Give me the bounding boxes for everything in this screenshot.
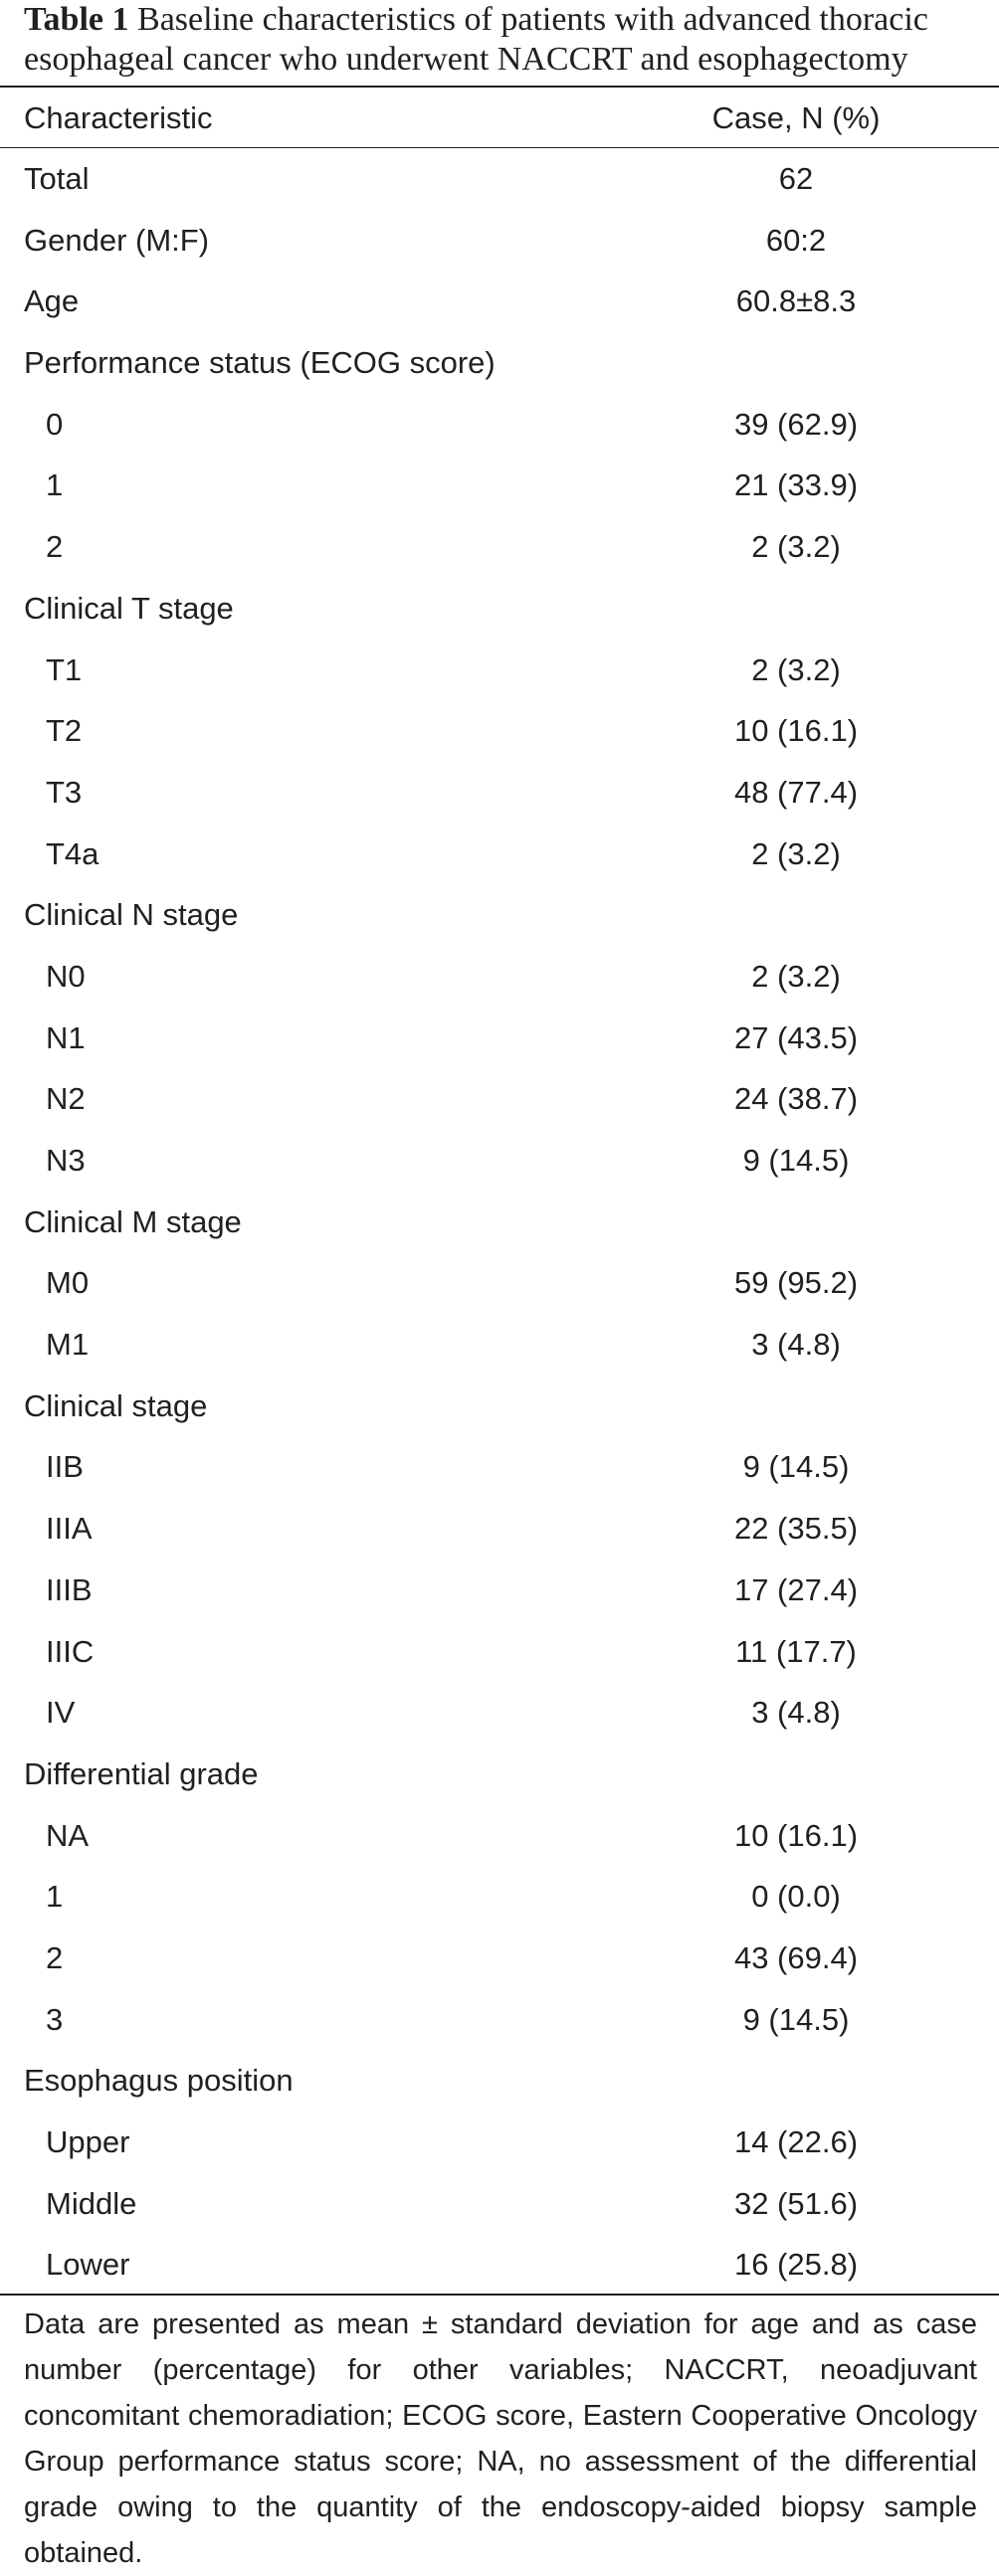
table-row	[0, 640, 999, 701]
table-row	[0, 1928, 999, 1989]
table-row	[0, 946, 999, 1008]
row-value: 3 (4.8)	[751, 1695, 841, 1731]
table-section-row	[0, 332, 999, 394]
row-value: 9 (14.5)	[742, 1143, 850, 1178]
row-value: 11 (17.7)	[735, 1633, 857, 1669]
row-value: 39 (62.9)	[733, 406, 859, 442]
table-row	[0, 1560, 999, 1621]
table-row	[0, 1314, 999, 1376]
header-case-count: Case, N (%)	[711, 100, 881, 135]
table-row	[0, 1866, 999, 1928]
row-value: 43 (69.4)	[733, 1939, 859, 1975]
table-row	[0, 2173, 999, 2235]
row-value: 48 (77.4)	[733, 774, 859, 810]
table-footnote: Data are presented as mean ± standard deviation for age and as case number (percentage) for other variables; NACCRT, neoadjuvant concomitant chemoradiation; ECOG score, Eastern Cooperative Oncology Group performance status score; NA, no assessment of the differential grade owing to the quantity of the endoscopy-aided biopsy sample obtained.	[24, 2308, 977, 2569]
row-label: Clinical T stage	[24, 590, 234, 626]
row-label: N2	[46, 1081, 86, 1117]
row-label: 2	[46, 529, 64, 565]
row-label: IIB	[46, 1449, 84, 1485]
table-row	[0, 516, 999, 578]
row-label: 1	[46, 1879, 64, 1915]
row-label: T2	[46, 713, 83, 749]
table-section-row	[0, 1376, 999, 1437]
row-label: Differential grade	[24, 1755, 259, 1791]
row-value: 59 (95.2)	[733, 1265, 859, 1301]
row-value: 9 (14.5)	[742, 1449, 850, 1485]
row-label: N3	[46, 1143, 86, 1178]
table-body	[0, 148, 999, 2296]
table-row	[0, 1498, 999, 1560]
row-label: Clinical N stage	[24, 897, 239, 933]
row-value: 10 (16.1)	[733, 1817, 859, 1853]
table-section-row	[0, 884, 999, 946]
table-section-row	[0, 1192, 999, 1253]
row-value: 2 (3.2)	[751, 835, 841, 871]
table-row	[0, 1436, 999, 1498]
table-row	[0, 394, 999, 456]
row-label: 2	[46, 1939, 64, 1975]
table-row	[0, 1008, 999, 1069]
row-value: 60:2	[765, 222, 827, 258]
table-bottom-rule	[0, 2294, 999, 2296]
table-row	[0, 455, 999, 516]
row-value: 22 (35.5)	[733, 1511, 859, 1547]
row-label: T1	[46, 651, 83, 687]
table-header	[0, 88, 999, 147]
row-value: 32 (51.6)	[733, 2185, 859, 2221]
table-section-row	[0, 2050, 999, 2112]
table-row	[0, 1068, 999, 1130]
table-row	[0, 1621, 999, 1683]
row-label: Gender (M:F)	[24, 222, 210, 258]
table-caption-label: Table 1	[24, 1, 129, 38]
row-label: T3	[46, 774, 83, 810]
row-label: Middle	[46, 2185, 137, 2221]
row-label: Esophagus position	[24, 2063, 294, 2099]
row-label: IIIC	[46, 1633, 95, 1669]
row-value: 10 (16.1)	[733, 713, 859, 749]
table-row	[0, 1805, 999, 1867]
row-value: 17 (27.4)	[733, 1571, 859, 1607]
row-label: Clinical stage	[24, 1387, 208, 1423]
row-label: NA	[46, 1817, 90, 1853]
row-value: 21 (33.9)	[733, 467, 859, 503]
row-value: 2 (3.2)	[751, 958, 841, 994]
row-value: 2 (3.2)	[751, 529, 841, 565]
table-row	[0, 1989, 999, 2051]
table-row	[0, 148, 999, 210]
row-label: Performance status (ECOG score)	[24, 345, 496, 381]
row-label: Lower	[46, 2247, 130, 2283]
row-label: T4a	[46, 835, 100, 871]
table-row	[0, 762, 999, 824]
header-characteristic: Characteristic	[24, 100, 213, 135]
row-label: Total	[24, 161, 90, 196]
table-caption-text: Baseline characteristics of patients with advanced thoracic esophageal cancer who underwent NACCRT and esophagectomy	[24, 1, 928, 78]
row-value: 2 (3.2)	[751, 651, 841, 687]
table-row	[0, 700, 999, 762]
row-value: 24 (38.7)	[733, 1081, 859, 1117]
row-label: Clinical M stage	[24, 1203, 242, 1239]
table-row	[0, 2234, 999, 2296]
row-value: 16 (25.8)	[733, 2247, 859, 2283]
table-row	[0, 1682, 999, 1744]
row-value: 0 (0.0)	[751, 1879, 841, 1915]
table-row	[0, 271, 999, 332]
table-section-row	[0, 578, 999, 640]
row-value: 27 (43.5)	[733, 1019, 859, 1055]
row-label: 1	[46, 467, 64, 503]
row-label: N0	[46, 958, 86, 994]
table-row	[0, 2112, 999, 2173]
row-label: 0	[46, 406, 64, 442]
row-value: 60.8±8.3	[735, 283, 857, 319]
row-label: IIIA	[46, 1511, 93, 1547]
row-label: N1	[46, 1019, 86, 1055]
row-label: IIIB	[46, 1571, 93, 1607]
row-label: Age	[24, 283, 80, 319]
table-caption	[24, 0, 979, 80]
row-value: 9 (14.5)	[742, 2001, 850, 2037]
row-label: M0	[46, 1265, 90, 1301]
row-value: 3 (4.8)	[751, 1327, 841, 1363]
row-label: Upper	[46, 2124, 130, 2159]
table-section-row	[0, 1744, 999, 1805]
table-row	[0, 210, 999, 272]
row-label: M1	[46, 1327, 90, 1363]
table-row	[0, 824, 999, 885]
table-row	[0, 1130, 999, 1192]
row-label: 3	[46, 2001, 64, 2037]
row-value: 14 (22.6)	[733, 2124, 859, 2159]
row-value: 62	[778, 161, 814, 196]
table-row	[0, 1252, 999, 1314]
row-label: IV	[46, 1695, 76, 1731]
